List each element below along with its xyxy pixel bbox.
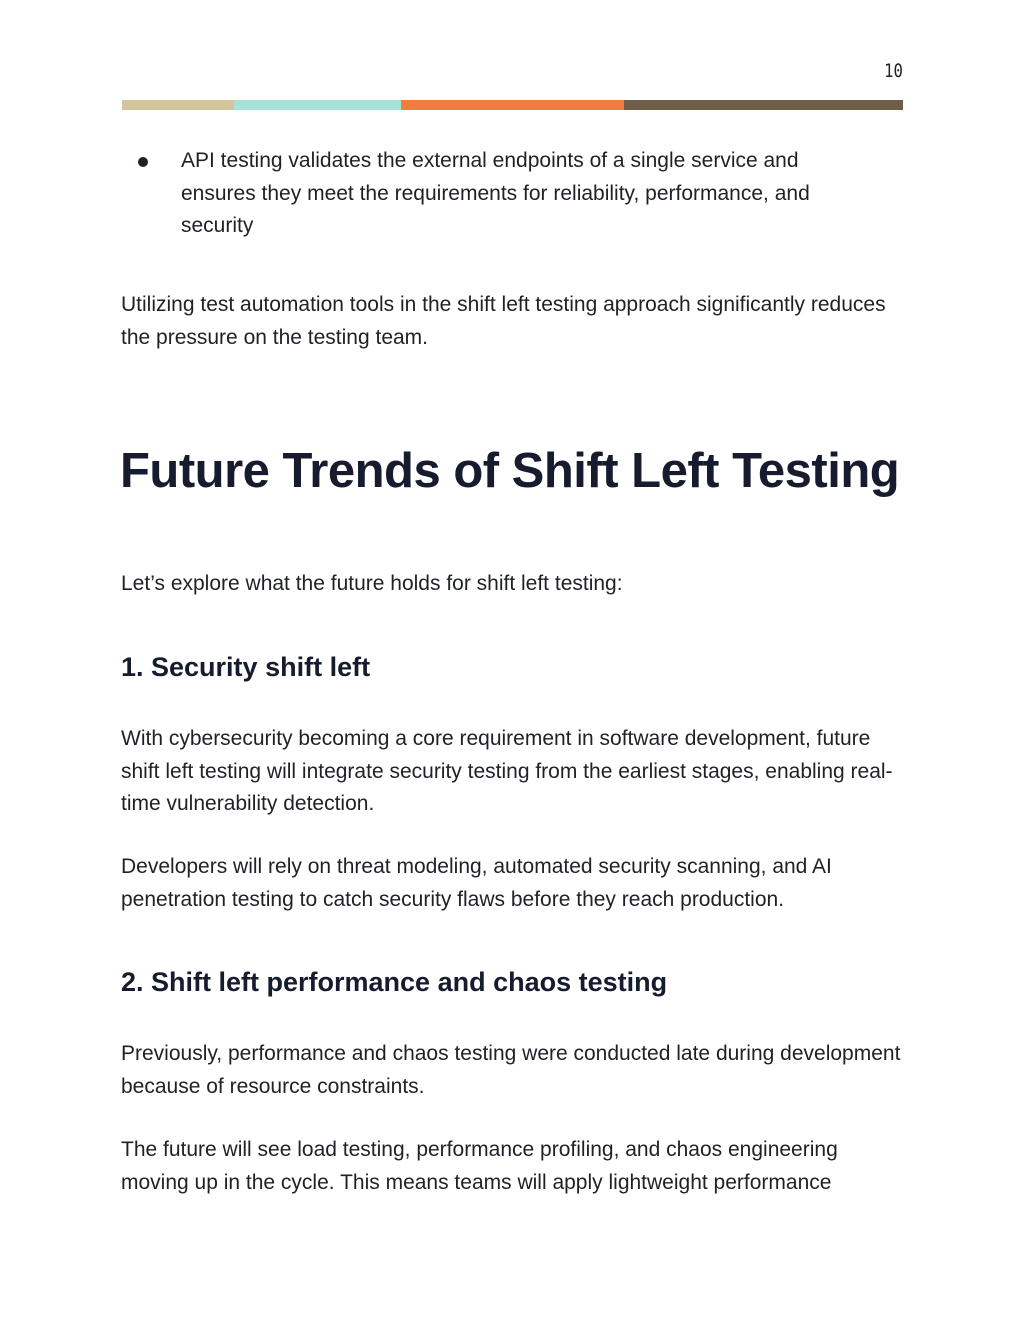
color-bar-segment: [234, 100, 401, 110]
intro-paragraph-block: [121, 289, 911, 354]
subsection-heading: 1. Security shift left: [121, 652, 371, 682]
color-bar-segment: [624, 100, 903, 110]
subsection-paragraph-block: [121, 723, 911, 821]
subsection-paragraph-block: [121, 1038, 911, 1103]
subsection-paragraph: With cybersecurity becoming a core requirement in software development, future shift left testing will integrate security testing from the earliest stages, enabling real-time vulnerability detection.: [121, 727, 893, 815]
subsection-paragraph: Previously, performance and chaos testing were conducted late during development because of resource constraints.: [121, 1042, 901, 1098]
subsection-paragraph-block: [121, 851, 911, 916]
bullet-icon: [138, 157, 148, 167]
bullet-list: [138, 145, 878, 243]
page-number: 10: [884, 60, 903, 82]
color-bar-segment: [122, 100, 234, 110]
subsection-paragraph: The future will see load testing, performance profiling, and chaos engineering moving up in the cycle. This means teams will apply lightweight performance: [121, 1138, 838, 1194]
subsection-heading: 2. Shift left performance and chaos testing: [121, 967, 668, 997]
section-title: Future Trends of Shift Left Testing: [120, 444, 900, 498]
subsection-paragraph-block: [121, 1134, 911, 1199]
section-intro: Let’s explore what the future holds for shift left testing:: [121, 572, 623, 595]
intro-paragraph: Utilizing test automation tools in the shift left testing approach significantly reduces the pressure on the testing team.: [121, 293, 886, 349]
color-bar-segment: [401, 100, 624, 110]
subsection-paragraph: Developers will rely on threat modeling, automated security scanning, and AI penetration testing to catch security flaws before they reach production.: [121, 855, 832, 911]
header-color-bar: [122, 100, 903, 110]
list-item: [138, 145, 878, 243]
list-item-text: API testing validates the external endpoints of a single service and ensures they meet the requirements for reliability, performance, and security: [181, 149, 810, 237]
section-intro-block: [121, 568, 911, 601]
